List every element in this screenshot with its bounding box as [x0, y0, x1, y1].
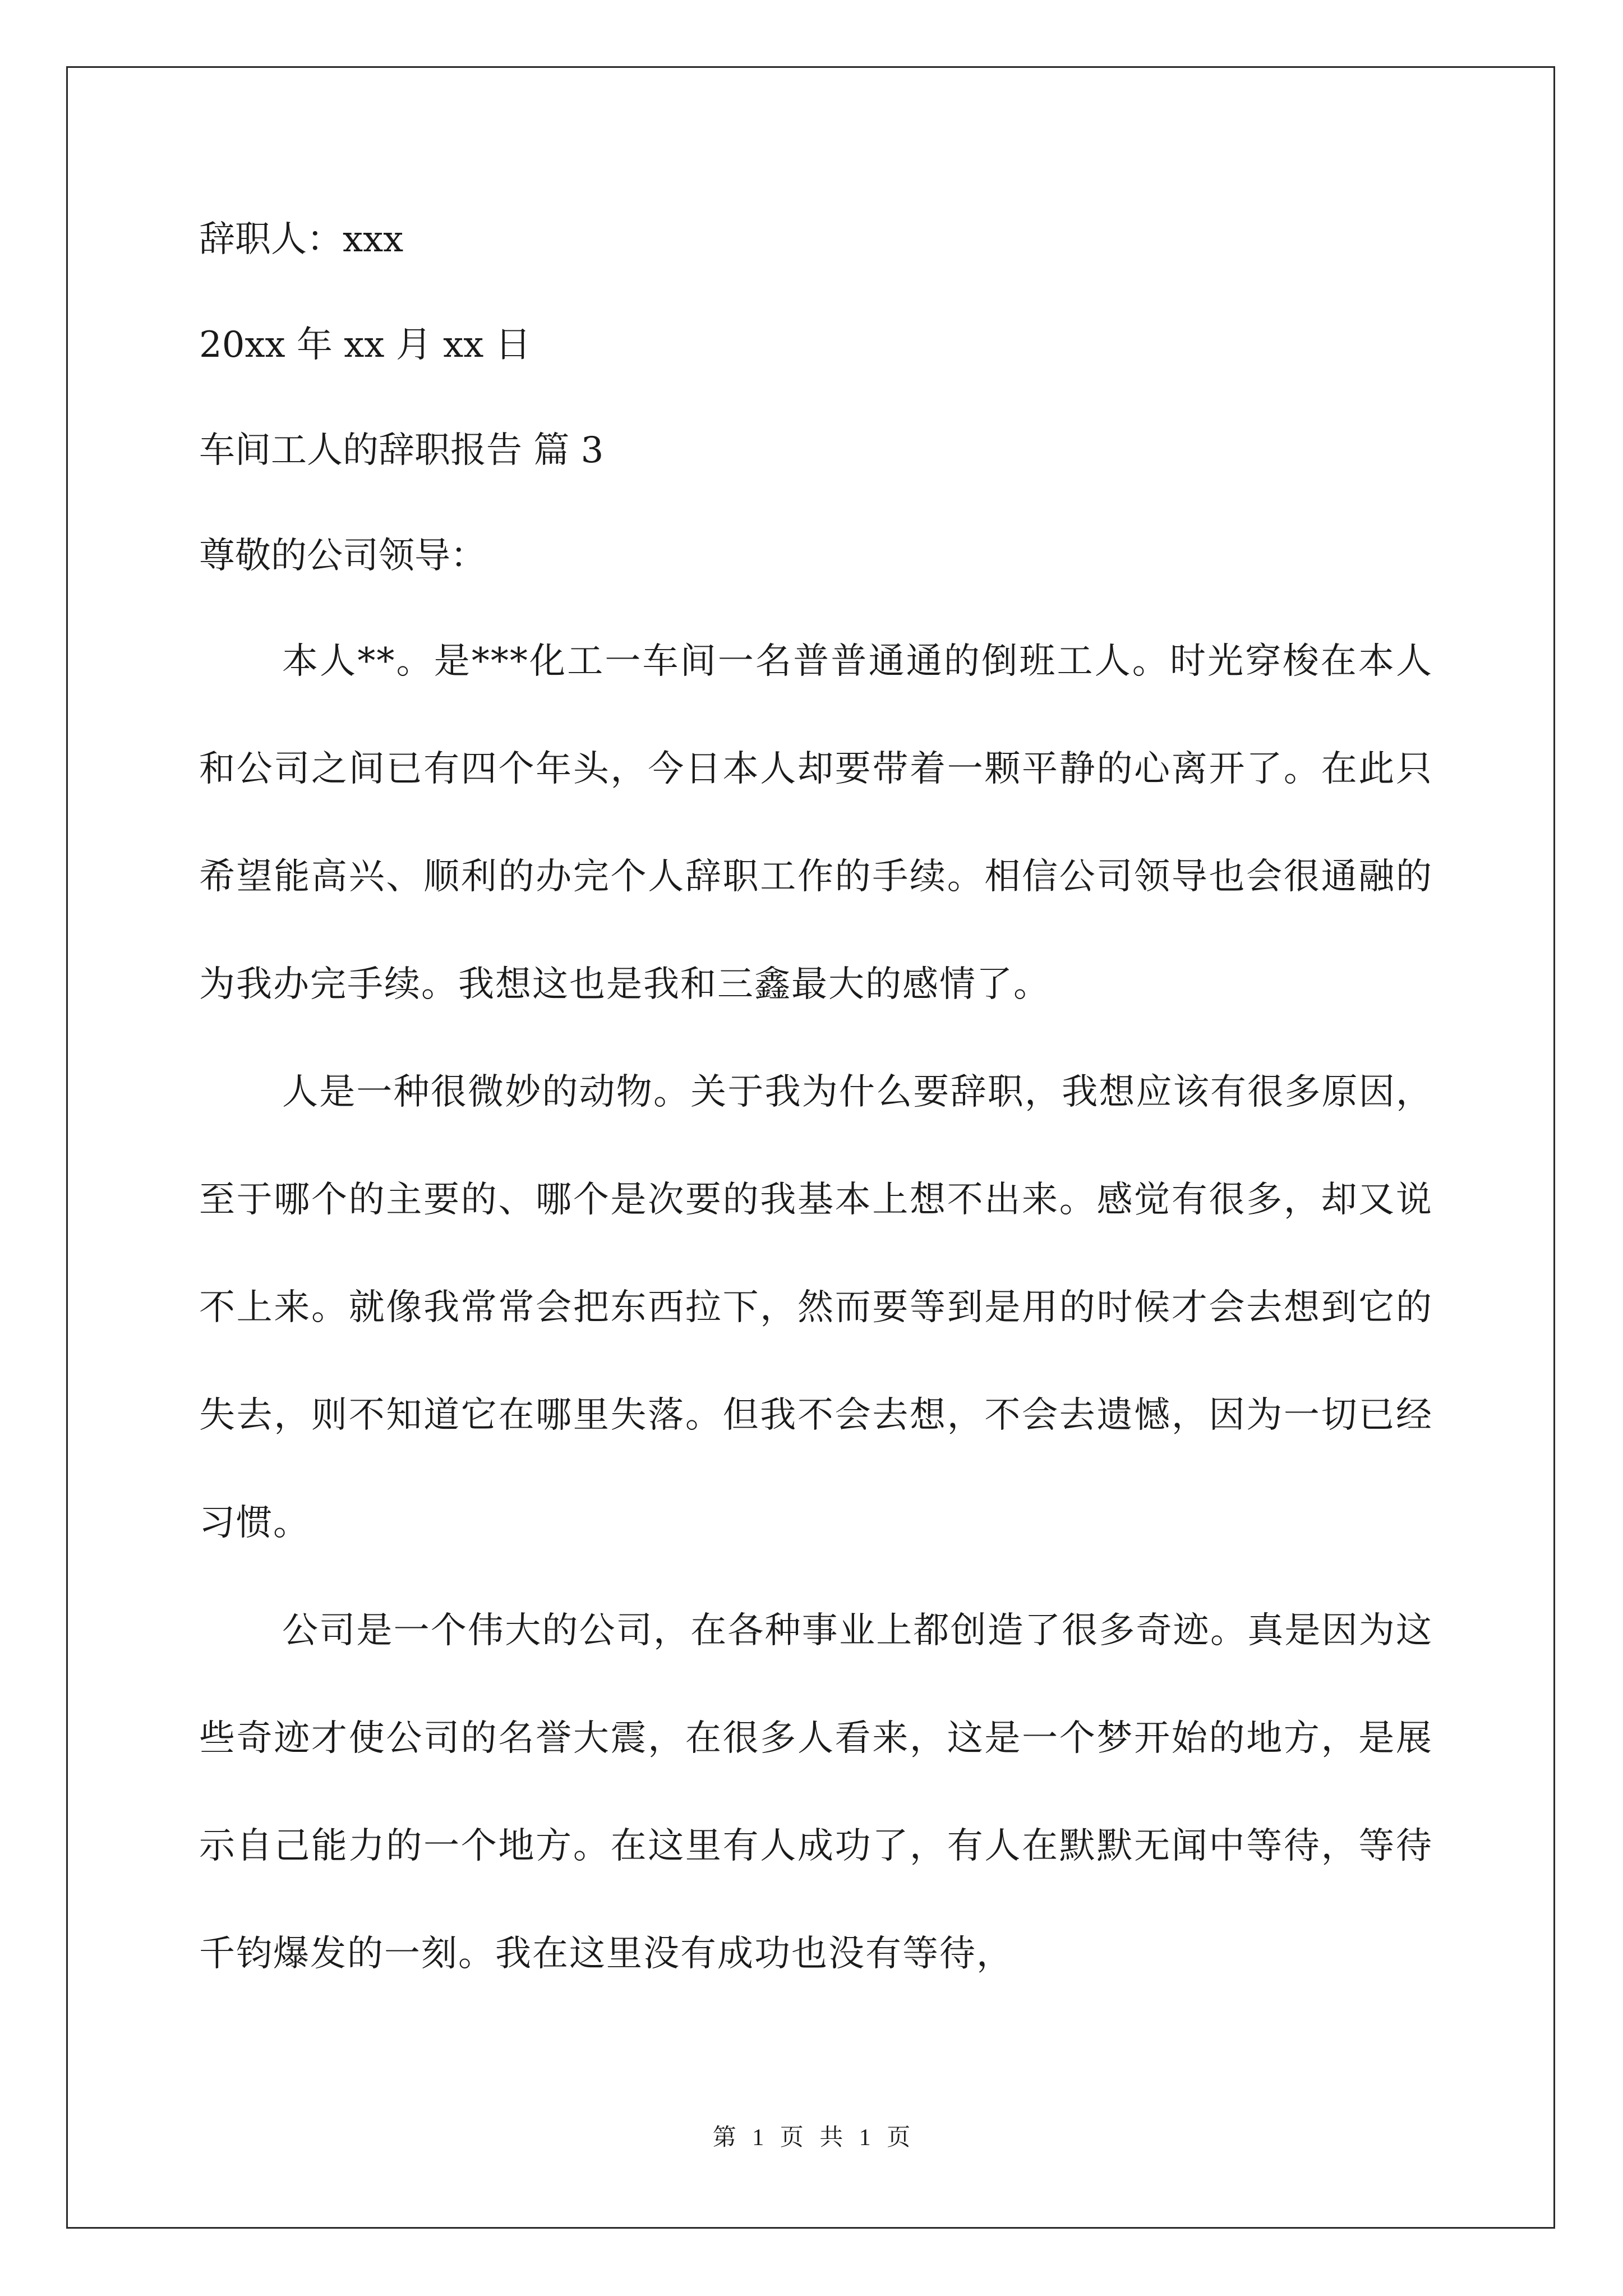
- salutation: 尊敬的公司领导：: [199, 535, 486, 577]
- paragraph-2: 人是一种很微妙的动物。关于我为什么要辞职，我想应该有很多原因，至于哪个的主要的、哪个是次要的我基本上想不出来。感觉有很多，却又说不上来。就像我常常会把东西拉下，然而要等到是用的时候才会去想到它的失去，则不知道它在哪里失落。但我不会去想，不会去遗憾，因为一切已经习惯。: [199, 1071, 1433, 1544]
- paragraph-3: 公司是一个伟大的公司，在各种事业上都创造了很多奇迹。真是因为这些奇迹才使公司的名誉大震，在很多人看来，这是一个梦开始的地方，是展示自己能力的一个地方。在这里有人成功了，有人在默默无闻中等待，等待千钧爆发的一刻。我在这里没有成功也没有等待，: [199, 1610, 1433, 1975]
- date-line: 20xx 年 xx 月 xx 日: [199, 324, 531, 366]
- paragraph-1: 本人**。是***化工一车间一名普普通通的倒班工人。时光穿梭在本人和公司之间已有四个年头，今日本人却要带着一颗平静的心离开了。在此只希望能高兴、顺利的办完个人辞职工作的手续。相信公司领导也会很通融的为我办完手续。我想这也是我和三鑫最大的感情了。: [199, 641, 1433, 1005]
- report-title: 车间工人的辞职报告 篇 3: [199, 430, 604, 471]
- resigner-line: 辞职人：xxx: [199, 219, 404, 260]
- document-body: [199, 219, 1433, 2008]
- page-footer: 第 1 页 共 1 页: [712, 2125, 911, 2151]
